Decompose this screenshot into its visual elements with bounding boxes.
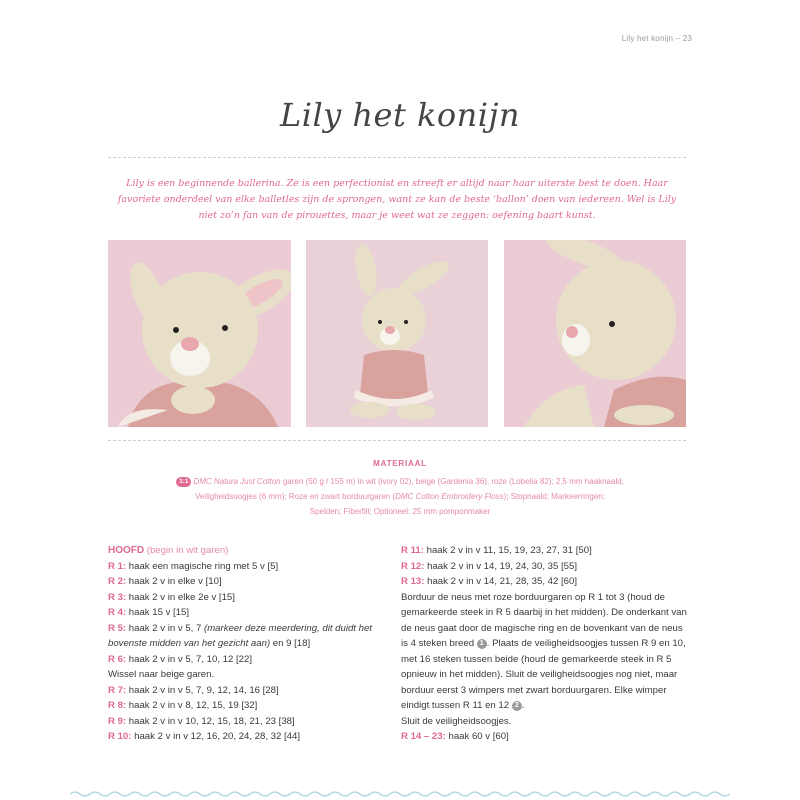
row-text: haak 2 v in v 10, 12, 15, 18, 21, 23 [38] [126,715,295,727]
pattern-row [401,543,691,559]
running-header: Lily het konijn – 23 [621,34,692,43]
row-label: R 7: [108,684,127,696]
pattern-row [401,729,691,745]
row-text: haak 2 v in v 12, 16, 20, 24, 28, 32 [44] [131,731,301,742]
row-label: R 12: [401,560,425,572]
material-line-3: Spelden; Fiberfill; Optioneel: 25 mm pomponmaker [309,507,491,516]
pattern-row [108,605,390,621]
intro-text: Lily is een beginnende ballerina. Ze is een perfectionist en streeft er altijd naar haar uiterste best te doen. Haar favoriete onderdeel van elke balletles zijn de sprongen, want ze kan de beste ‘ballon’ doen van iedereen. Wel is Lily niet zo’n fan van de pirouettes, maar je weet wat ze zeggen: oefening baart kunst. [117,178,677,221]
material-line-2b: ); Stopnaald; Markeerringen; [503,492,605,501]
section-note: (begin in wit garen) [144,545,229,556]
pattern-row [108,590,390,606]
row-text: haak 2 v in v 11, 15, 19, 23, 27, 31 [50] [423,545,592,556]
row-text: haak 2 v in v 14, 21, 28, 35, 42 [60] [424,576,578,587]
pattern-row [108,559,390,575]
pattern-row [108,574,390,590]
row-text: haak 2 v in v 5, 7 [126,622,204,634]
instructions-part-a: Borduur de neus met roze borduurgaren op R 1 tot 3 (houd de gemarkeerde steek in R 5 daarbij in het midden). De onderkant van de neus gaat door de magische ring en de bovenkant van de neus is 4 steken breed [401,591,687,649]
material-line-2a: Veiligheidsoogjes (6 mm); Roze en zwart borduurgaren ( [195,492,396,501]
pattern-row [108,652,390,668]
row-label: R 14 – 23: [401,731,446,742]
material-list [150,474,650,519]
row-text: haak 2 v in v 5, 7, 10, 12 [22] [126,653,252,665]
close-eyes-note: Sluit de veiligheidsoogjes. [401,715,512,727]
row-label: R 13: [401,576,425,587]
row-text: haak 60 v [60] [445,731,509,742]
pattern-row [401,574,691,590]
title-divider [108,157,686,158]
pattern-row [108,729,390,745]
yarn-brand: DMC Natura Just Cotton [193,477,281,486]
row-label: R 11: [401,545,424,556]
row-label: R 2: [108,576,127,587]
row-text: haak 2 v in v 14, 19, 24, 30, 35 [55] [424,560,578,572]
page-title: Lily het konijn [279,96,521,134]
row-text: haak 2 v in v 8, 12, 15, 19 [32] [126,700,258,711]
row-label: R 10: [108,731,132,742]
row-note: (markeer deze meerdering, dit duidt het bovenste midden van het gezicht aan) [108,622,372,649]
photo-closeup-left [108,240,291,427]
row-text: haak 2 v in v 5, 7, 9, 12, 14, 16 [28] [126,684,279,696]
row-label: R 5: [108,622,127,634]
pattern-left-column [108,543,390,745]
yarn-weight-badge: 1:1 [176,477,191,487]
photo-closeup-right [504,240,686,427]
instructions-part-b: . Plaats de veiligheidsoogjes tussen R 9 en 10, met 16 steken tussen beide (houd de gemarkeerde steek in R 5 opnieuw in het midden). Sluit de veiligheidsoogjes nog niet, maar borduur eerst 3 wimpers met zwart borduurgaren. Elke wimper eindigt tussen R 11 en 12 [401,638,686,711]
pattern-row [108,714,390,730]
section-title-hoofd: HOOFD [108,545,145,556]
footer-wave-decoration [70,790,730,798]
material-heading: MATERIAAL [373,459,427,468]
color-switch-note: Wissel naar beige garen. [108,669,215,680]
pattern-row [108,683,390,699]
row-label: R 6: [108,653,127,665]
instructions-part-c: . [521,700,525,711]
row-text: haak 2 v in elke 2e v [15] [126,591,235,603]
pattern-right-column [401,543,691,745]
pattern-row [108,698,390,714]
row-text: haak 2 v in elke v [10] [126,576,222,587]
photo-ref-1-icon: 1 [477,639,487,649]
photo-ref-2-icon: 2 [512,701,522,711]
row-text-end: en 9 [18] [270,638,311,649]
row-label: R 3: [108,591,127,603]
pattern-row [401,559,691,575]
row-label: R 1: [108,560,127,572]
photos-divider [108,440,686,441]
row-label: R 4: [108,607,127,618]
pattern-row-r5 [108,621,390,652]
row-label: R 9: [108,715,127,727]
floss-brand: DMC Cotton Embroidery Floss [395,492,504,501]
photo-full-body [306,240,488,427]
row-text: haak 15 v [15] [126,607,190,618]
row-text: haak een magische ring met 5 v [5] [126,560,279,572]
material-line-1: garen (50 g / 155 m) in wit (ivory 02), beige (Gardenia 36), roze (Lobelia 82); 2,5 mm haaknaald, [280,477,624,486]
row-label: R 8: [108,700,127,711]
embroidery-instructions [401,590,691,714]
